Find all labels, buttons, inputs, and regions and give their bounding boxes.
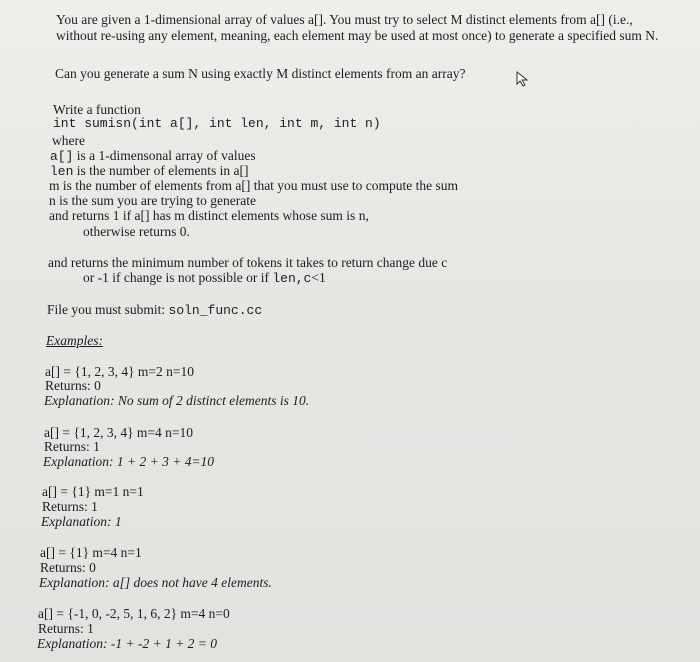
- param-len-desc: is the number of elements in a[]: [73, 163, 249, 178]
- param-len-code: len: [50, 164, 74, 179]
- change-line-2: [83, 270, 326, 287]
- returns-zero-line: otherwise returns 0.: [83, 224, 190, 239]
- change-line-2-tail: <1: [311, 270, 326, 285]
- example-2-explanation: Explanation: 1 + 2 + 3 + 4=10: [43, 454, 215, 469]
- submit-label: File you must submit:: [47, 302, 169, 317]
- example-2-returns: Returns: 1: [44, 439, 100, 454]
- intro-line-2: without re-using any element, meaning, each element may be used at most once) to generate a specified sum N.: [56, 28, 659, 43]
- write-function-label: Write a function: [53, 102, 141, 117]
- example-5-explanation: Explanation: -1 + -2 + 1 + 2 = 0: [37, 636, 218, 651]
- example-3-returns: Returns: 1: [42, 499, 98, 514]
- mouse-cursor-icon: [515, 71, 529, 87]
- param-a-code: a[]: [50, 149, 74, 164]
- question-text: Can you generate a sum N using exactly M distinct elements from an array?: [55, 66, 466, 81]
- returns-one-line: and returns 1 if a[] has m distinct elements whose sum is n,: [49, 208, 369, 223]
- param-a-desc: is a 1-dimensonal array of values: [73, 148, 256, 163]
- example-2-input: a[] = {1, 2, 3, 4} m=4 n=10: [44, 425, 194, 440]
- example-4-input: a[] = {1} m=4 n=1: [40, 545, 142, 560]
- change-line-1: and returns the minimum number of tokens it takes to return change due c: [48, 255, 448, 270]
- examples-title: Examples:: [46, 333, 103, 348]
- example-5-returns: Returns: 1: [38, 621, 94, 636]
- submit-line: [47, 302, 262, 319]
- change-line-2-code: len,c: [272, 271, 312, 286]
- function-signature: int sumisn(int a[], int len, int m, int n): [53, 116, 381, 131]
- example-1-returns: Returns: 0: [45, 378, 101, 393]
- intro-line-1: You are given a 1-dimensional array of values a[]. You must try to select M distinct elements from a[] (i.e.,: [56, 12, 633, 27]
- example-4-explanation: Explanation: a[] does not have 4 elements.: [39, 575, 272, 590]
- example-1-explanation: Explanation: No sum of 2 distinct elements is 10.: [44, 393, 310, 408]
- example-1-input: a[] = {1, 2, 3, 4} m=2 n=10: [45, 364, 195, 379]
- param-n-line: n is the sum you are trying to generate: [49, 193, 256, 208]
- example-3-explanation: Explanation: 1: [41, 514, 122, 529]
- submit-filename: soln_func.cc: [168, 303, 263, 318]
- where-label: where: [52, 133, 85, 148]
- change-line-2-text: or -1 if change is not possible or if: [83, 270, 273, 285]
- example-4-returns: Returns: 0: [40, 560, 96, 575]
- example-3-input: a[] = {1} m=1 n=1: [42, 484, 144, 499]
- param-m-line: m is the number of elements from a[] that you must use to compute the sum: [49, 178, 459, 193]
- example-5-input: a[] = {-1, 0, -2, 5, 1, 6, 2} m=4 n=0: [38, 606, 230, 621]
